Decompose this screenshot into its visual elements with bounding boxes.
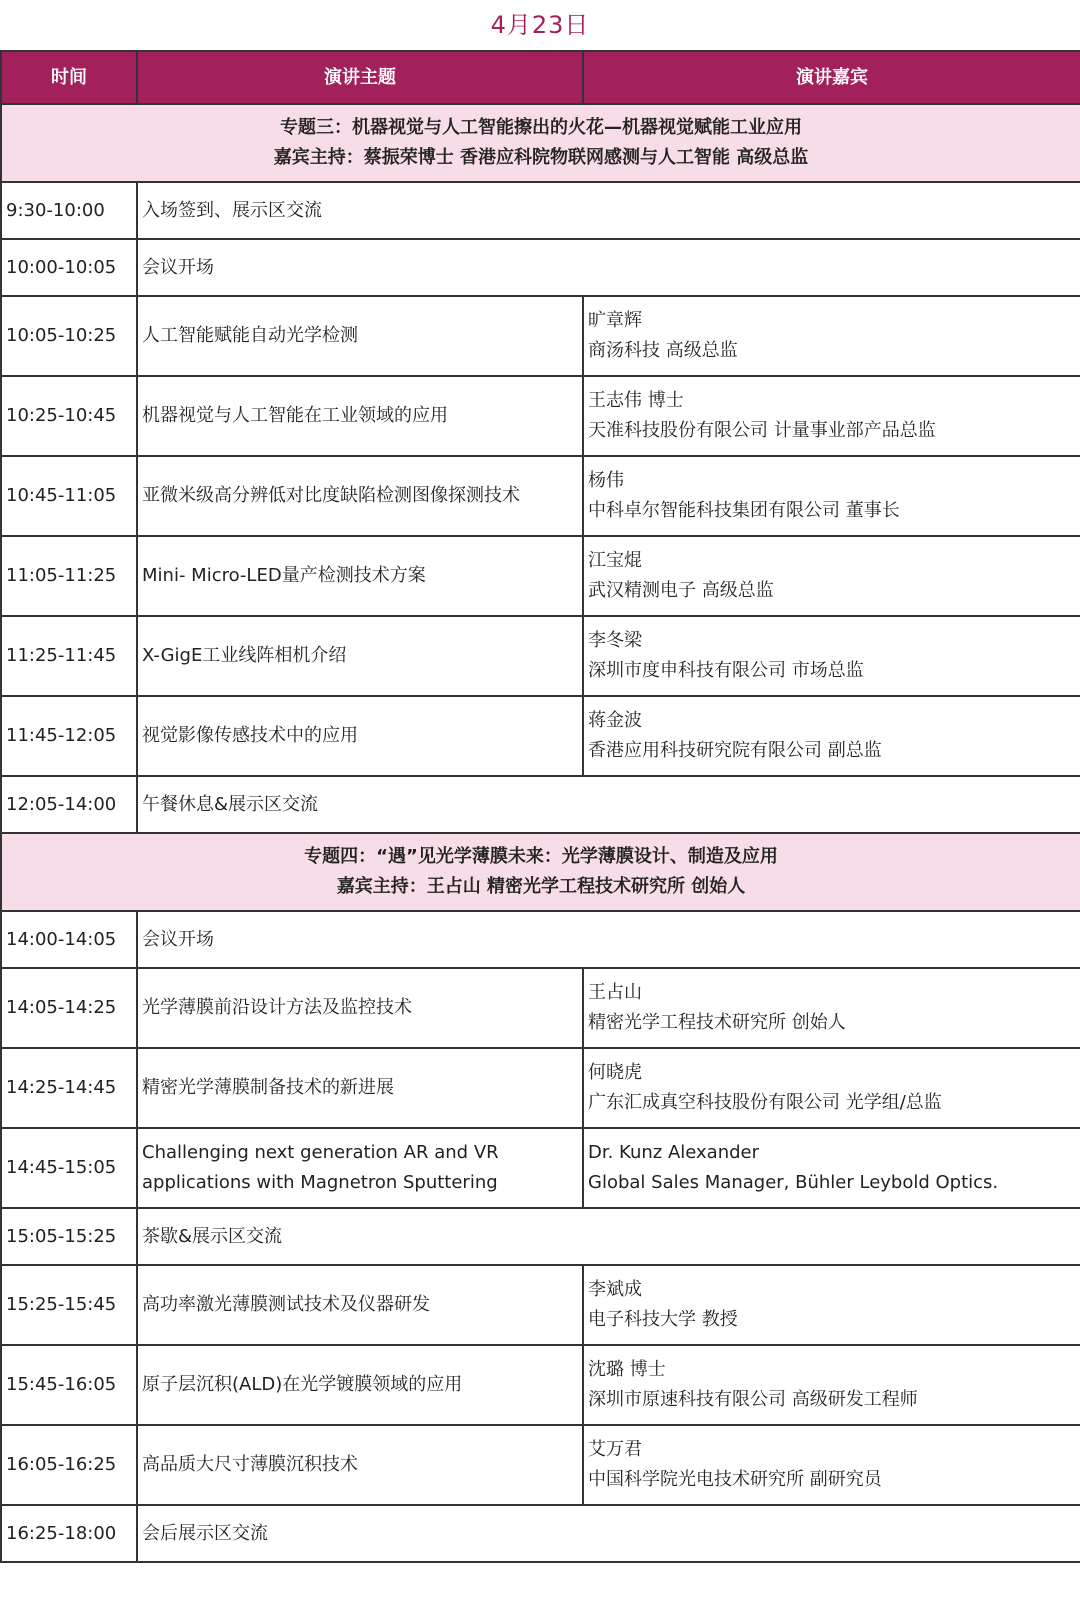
topic-text: Challenging next generation AR and VR <box>142 1142 499 1163</box>
speaker-cell <box>583 616 1080 696</box>
speaker-cell <box>583 1425 1080 1505</box>
speaker-cell <box>583 968 1080 1048</box>
topic-cell <box>137 1208 1080 1265</box>
table-row <box>1 239 1080 296</box>
topic-text: 亚微米级高分辨低对比度缺陷检测图像探测技术 <box>142 485 520 506</box>
topic-cell <box>137 1505 1080 1562</box>
section-header-row <box>1 104 1080 182</box>
topic-cell <box>137 1265 583 1345</box>
time-cell: 11:45-12:05 <box>1 696 137 776</box>
section-title: 专题三：机器视觉与人工智能擦出的火花—机器视觉赋能工业应用 <box>280 117 802 138</box>
table-row <box>1 456 1080 536</box>
speaker-org: 深圳市度申科技有限公司 市场总监 <box>588 660 864 681</box>
speaker-name: 王志伟 博士 <box>588 390 684 411</box>
date-title: 4月23日 <box>490 11 590 39</box>
header-topic: 演讲主题 <box>137 51 583 104</box>
topic-cell <box>137 1048 583 1128</box>
table-row <box>1 1048 1080 1128</box>
speaker-org: 深圳市原速科技有限公司 高级研发工程师 <box>588 1389 918 1410</box>
topic-cell <box>137 456 583 536</box>
topic-text: 原子层沉积(ALD)在光学镀膜领域的应用 <box>142 1374 463 1395</box>
topic-text: 机器视觉与人工智能在工业领域的应用 <box>142 405 448 426</box>
topic-cell <box>137 911 1080 968</box>
section-header <box>1 104 1080 182</box>
section-header <box>1 833 1080 911</box>
table-header-row <box>1 51 1080 104</box>
speaker-org: 中国科学院光电技术研究所 副研究员 <box>588 1469 882 1490</box>
topic-text-line2: applications with Magnetron Sputtering <box>142 1172 498 1193</box>
header-time: 时间 <box>1 51 137 104</box>
time-cell: 10:00-10:05 <box>1 239 137 296</box>
speaker-cell <box>583 1048 1080 1128</box>
time-cell: 15:45-16:05 <box>1 1345 137 1425</box>
topic-text: 会议开场 <box>142 928 214 950</box>
speaker-name: 李斌成 <box>588 1279 642 1300</box>
speaker-name: 旷章辉 <box>588 310 642 331</box>
time-cell: 10:25-10:45 <box>1 376 137 456</box>
section-host: 嘉宾主持：王占山 精密光学工程技术研究所 创始人 <box>336 876 746 897</box>
speaker-name: 江宝焜 <box>588 550 642 571</box>
speaker-org: 武汉精测电子 高级总监 <box>588 580 774 601</box>
time-cell: 14:45-15:05 <box>1 1128 137 1208</box>
table-row <box>1 1505 1080 1562</box>
topic-text: 午餐休息&展示区交流 <box>142 793 319 815</box>
time-cell: 15:25-15:45 <box>1 1265 137 1345</box>
topic-cell <box>137 296 583 376</box>
topic-cell <box>137 182 1080 239</box>
table-row <box>1 1208 1080 1265</box>
time-cell: 15:05-15:25 <box>1 1208 137 1265</box>
topic-text: 高功率激光薄膜测试技术及仪器研发 <box>142 1294 430 1315</box>
time-cell: 9:30-10:00 <box>1 182 137 239</box>
topic-cell <box>137 376 583 456</box>
section-header-row <box>1 833 1080 911</box>
speaker-cell <box>583 376 1080 456</box>
agenda-table <box>0 50 1080 1563</box>
section-title: 专题四：“遇”见光学薄膜未来：光学薄膜设计、制造及应用 <box>304 846 778 867</box>
table-row <box>1 776 1080 833</box>
time-cell: 14:25-14:45 <box>1 1048 137 1128</box>
speaker-org: 电子科技大学 教授 <box>588 1309 738 1330</box>
table-row <box>1 182 1080 239</box>
header-speaker: 演讲嘉宾 <box>583 51 1080 104</box>
speaker-org: 广东汇成真空科技股份有限公司 光学组/总监 <box>588 1092 942 1113</box>
section-host: 嘉宾主持：蔡振荣博士 香港应科院物联网感测与人工智能 高级总监 <box>273 147 809 168</box>
speaker-cell <box>583 536 1080 616</box>
time-cell: 14:05-14:25 <box>1 968 137 1048</box>
speaker-cell <box>583 1265 1080 1345</box>
speaker-cell <box>583 296 1080 376</box>
speaker-name: 杨伟 <box>588 470 624 491</box>
speaker-org: Global Sales Manager, Bühler Leybold Optics. <box>588 1172 999 1193</box>
table-row <box>1 696 1080 776</box>
topic-cell <box>137 239 1080 296</box>
time-cell: 10:45-11:05 <box>1 456 137 536</box>
speaker-cell <box>583 1345 1080 1425</box>
topic-text: 光学薄膜前沿设计方法及监控技术 <box>142 997 412 1018</box>
speaker-cell <box>583 1128 1080 1208</box>
topic-cell <box>137 1425 583 1505</box>
topic-text: 入场签到、展示区交流 <box>142 199 322 221</box>
speaker-cell <box>583 456 1080 536</box>
speaker-name: Dr. Kunz Alexander <box>588 1142 760 1163</box>
table-row <box>1 911 1080 968</box>
table-row <box>1 1265 1080 1345</box>
table-row <box>1 536 1080 616</box>
table-row <box>1 1345 1080 1425</box>
speaker-org: 商汤科技 高级总监 <box>588 340 738 361</box>
speaker-name: 李冬梁 <box>588 630 642 651</box>
time-cell: 12:05-14:00 <box>1 776 137 833</box>
topic-cell <box>137 536 583 616</box>
time-cell: 16:25-18:00 <box>1 1505 137 1562</box>
table-row <box>1 376 1080 456</box>
topic-text: 精密光学薄膜制备技术的新进展 <box>142 1077 394 1098</box>
speaker-name: 艾万君 <box>588 1439 642 1460</box>
topic-cell <box>137 1345 583 1425</box>
table-row <box>1 616 1080 696</box>
topic-text: 会议开场 <box>142 256 214 278</box>
time-cell: 11:05-11:25 <box>1 536 137 616</box>
speaker-cell <box>583 696 1080 776</box>
speaker-org: 天准科技股份有限公司 计量事业部产品总监 <box>588 420 936 441</box>
speaker-name: 何晓虎 <box>588 1062 642 1083</box>
topic-text: 人工智能赋能自动光学检测 <box>142 325 358 346</box>
speaker-org: 中科卓尔智能科技集团有限公司 董事长 <box>588 500 900 521</box>
topic-cell <box>137 616 583 696</box>
time-cell: 14:00-14:05 <box>1 911 137 968</box>
speaker-name: 沈璐 博士 <box>588 1359 666 1380</box>
topic-text: X-GigE工业线阵相机介绍 <box>142 645 347 666</box>
topic-text: 视觉影像传感技术中的应用 <box>142 725 358 746</box>
table-row <box>1 1128 1080 1208</box>
time-cell: 11:25-11:45 <box>1 616 137 696</box>
topic-cell <box>137 968 583 1048</box>
table-row <box>1 968 1080 1048</box>
speaker-name: 蒋金波 <box>588 710 642 731</box>
topic-text: 茶歇&展示区交流 <box>142 1225 283 1247</box>
time-cell: 10:05-10:25 <box>1 296 137 376</box>
topic-text: 会后展示区交流 <box>142 1522 268 1544</box>
topic-text: 高品质大尺寸薄膜沉积技术 <box>142 1454 358 1475</box>
table-row <box>1 1425 1080 1505</box>
speaker-name: 王占山 <box>588 982 642 1003</box>
topic-cell <box>137 696 583 776</box>
speaker-org: 精密光学工程技术研究所 创始人 <box>588 1012 846 1033</box>
topic-text: Mini- Micro-LED量产检测技术方案 <box>142 565 426 586</box>
table-row <box>1 296 1080 376</box>
topic-cell <box>137 776 1080 833</box>
time-cell: 16:05-16:25 <box>1 1425 137 1505</box>
topic-cell <box>137 1128 583 1208</box>
speaker-org: 香港应用科技研究院有限公司 副总监 <box>588 740 882 761</box>
